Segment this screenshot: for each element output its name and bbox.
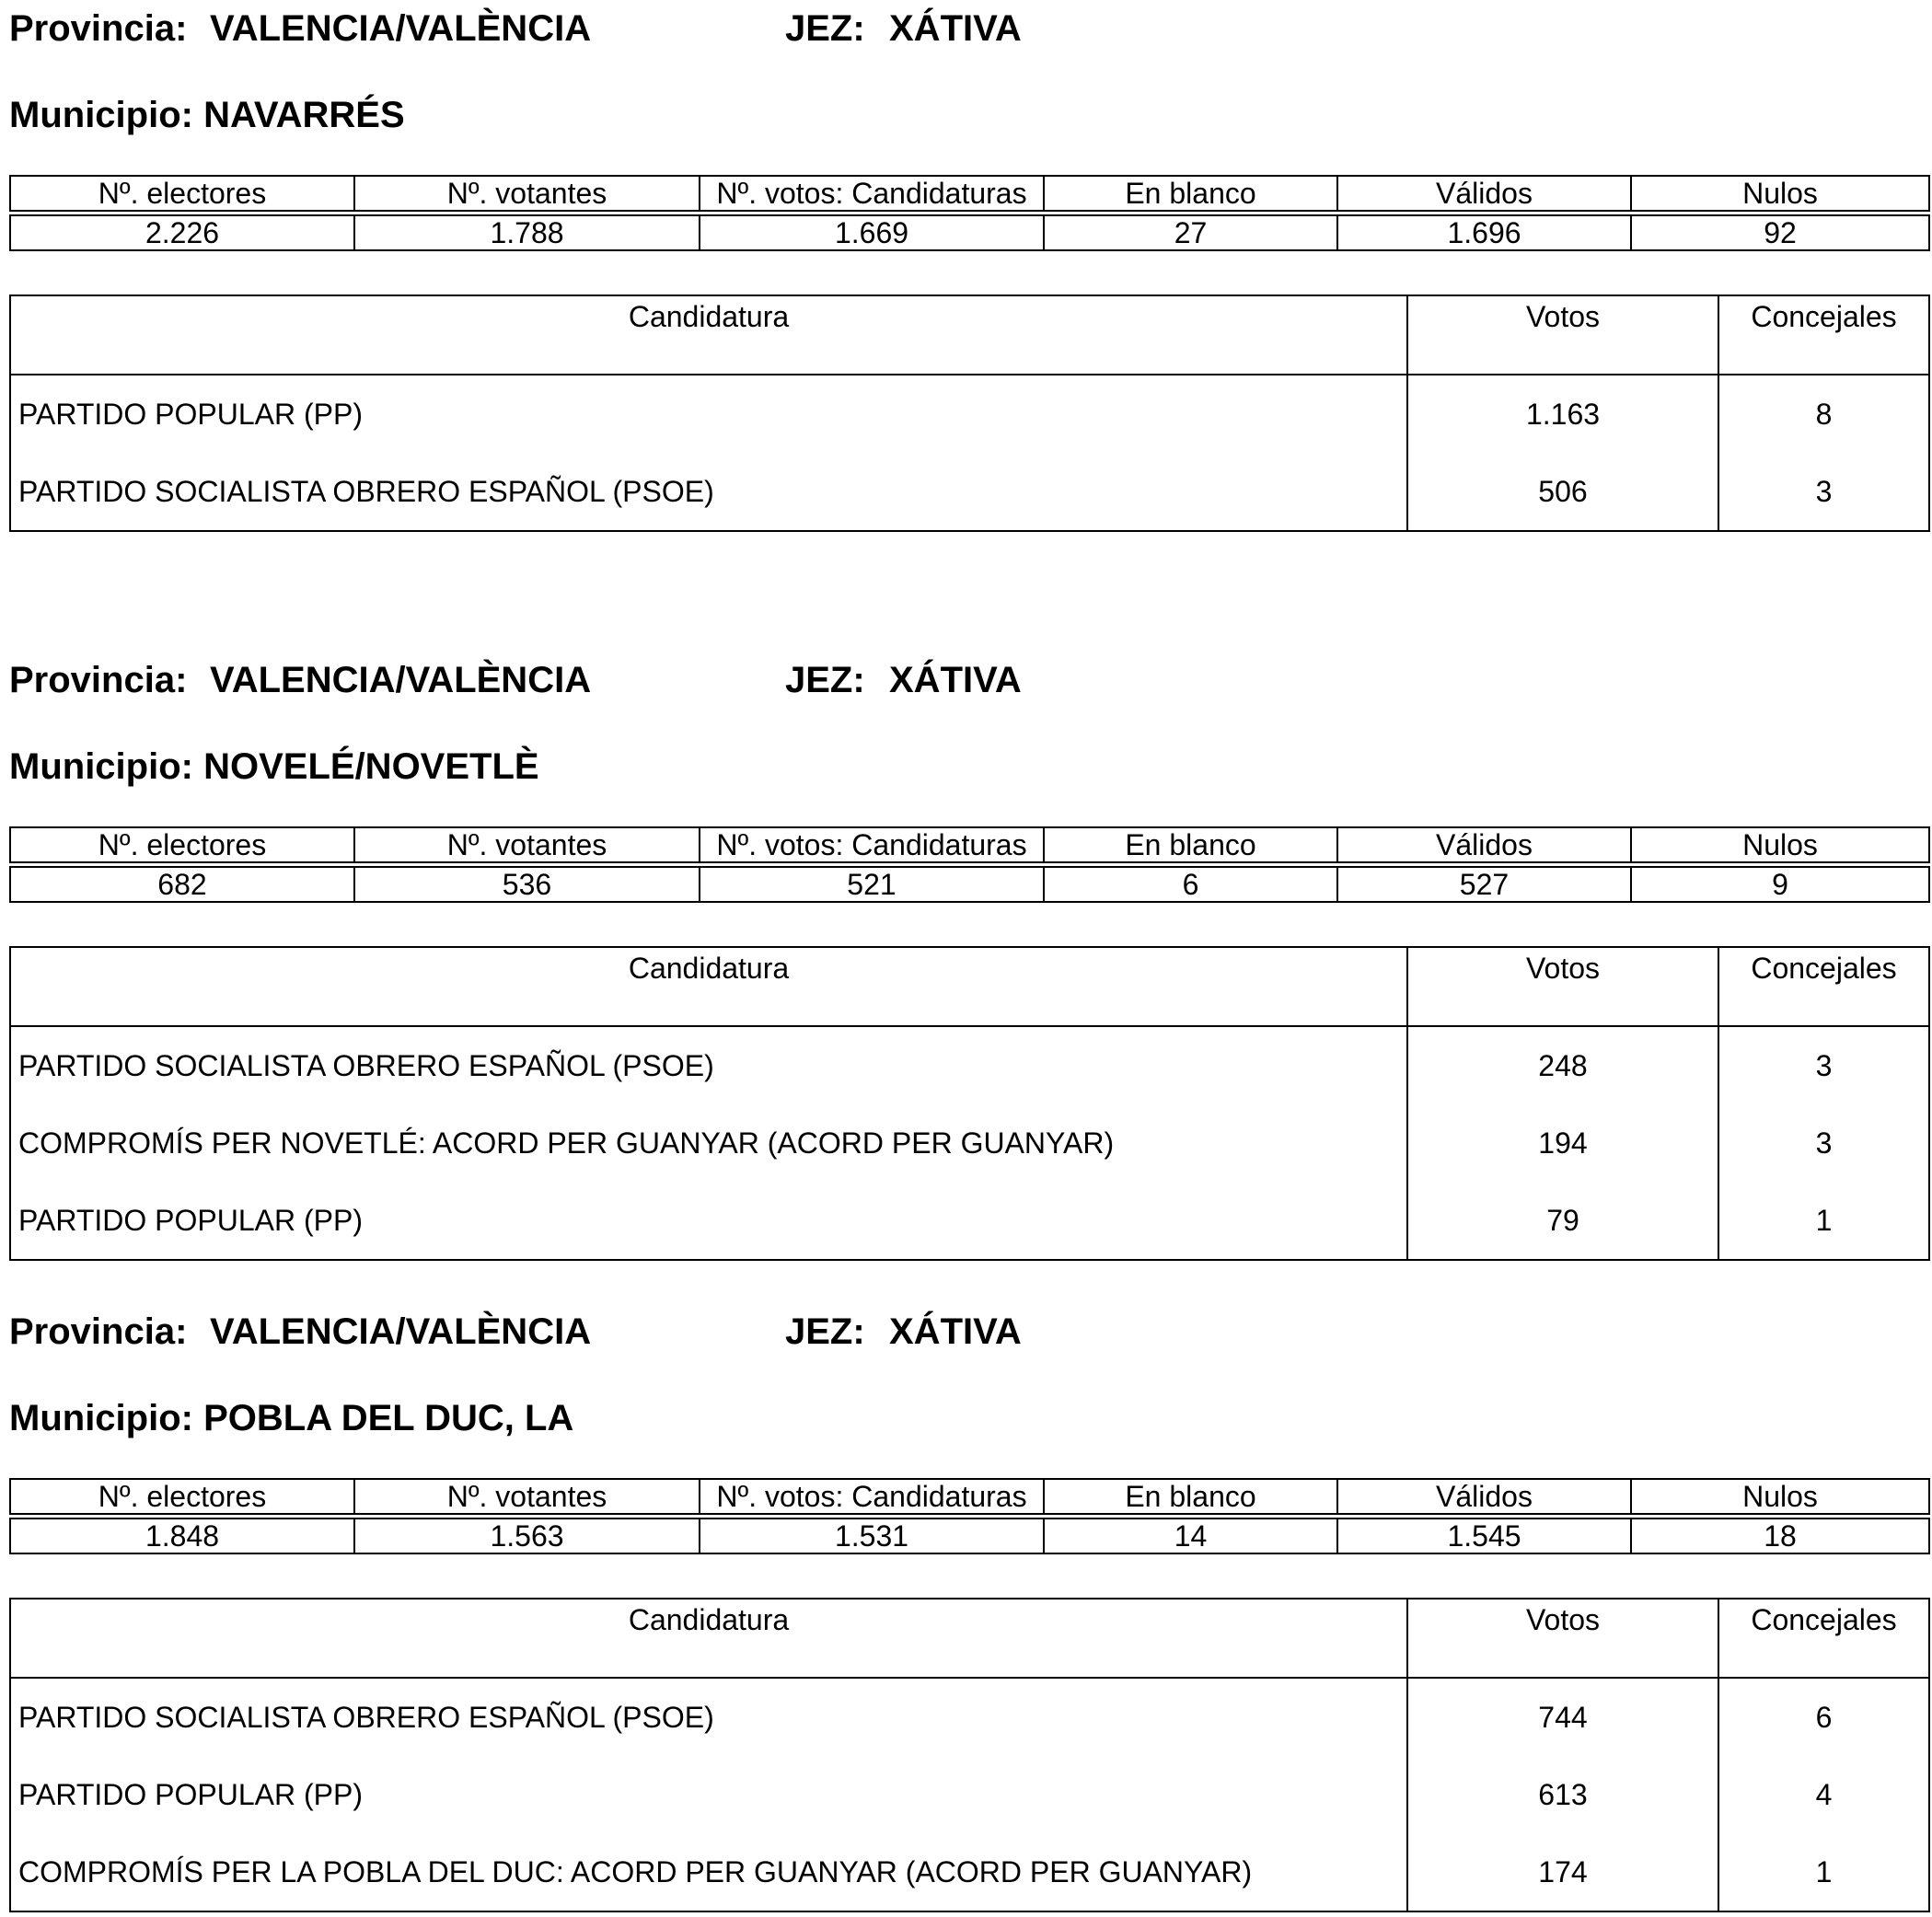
stats-value-row xyxy=(10,1519,1929,1553)
cand-votos: 744 xyxy=(1407,1678,1718,1756)
cand-header-row xyxy=(10,947,1929,1026)
table-row xyxy=(10,1756,1929,1833)
stats-header-cell: Nº. votos: Candidaturas xyxy=(700,827,1044,862)
stats-header-cell: Nº. electores xyxy=(10,176,354,211)
jez-value: XÁTIVA xyxy=(889,8,1022,49)
municipio-line xyxy=(9,745,539,788)
cand-votos: 79 xyxy=(1407,1182,1718,1260)
jez-value: XÁTIVA xyxy=(889,1311,1022,1352)
municipio-value: POBLA DEL DUC, LA xyxy=(203,1398,574,1438)
stats-value-cell: 1.669 xyxy=(700,215,1044,250)
cand-header-cell: Concejales xyxy=(1718,1599,1929,1678)
cand-name: PARTIDO POPULAR (PP) xyxy=(10,1756,1407,1833)
stats-table xyxy=(9,175,1930,212)
cand-concejales: 4 xyxy=(1718,1756,1929,1833)
stats-header-cell: Válidos xyxy=(1337,827,1631,862)
municipio-value: NOVELÉ/NOVETLÈ xyxy=(203,746,539,787)
cand-header-cell: Votos xyxy=(1407,947,1718,1026)
stats-value-cell: 1.788 xyxy=(354,215,700,250)
table-row xyxy=(10,1026,1929,1104)
cand-concejales: 3 xyxy=(1718,1104,1929,1182)
stats-value-cell: 1.545 xyxy=(1337,1519,1631,1553)
stats-value-cell: 14 xyxy=(1044,1519,1337,1553)
stats-value-cell: 92 xyxy=(1631,215,1929,250)
cand-name: PARTIDO POPULAR (PP) xyxy=(10,375,1407,453)
stats-table xyxy=(9,826,1930,863)
stats-value-cell: 536 xyxy=(354,867,700,902)
stats-header-cell: Nulos xyxy=(1631,176,1929,211)
table-row xyxy=(10,1678,1929,1756)
provincia-value: VALENCIA/VALÈNCIA xyxy=(210,660,592,700)
stats-value-cell: 27 xyxy=(1044,215,1337,250)
candidaturas-table xyxy=(9,1598,1930,1912)
table-row xyxy=(10,375,1929,453)
cand-name: COMPROMÍS PER NOVETLÉ: ACORD PER GUANYAR (ACORD PER GUANYAR) xyxy=(10,1104,1407,1182)
stats-header-row xyxy=(10,1479,1929,1514)
provincia-value: VALENCIA/VALÈNCIA xyxy=(210,1311,592,1352)
stats-value-cell: 2.226 xyxy=(10,215,354,250)
stats-value-cell: 682 xyxy=(10,867,354,902)
cand-header-cell: Candidatura xyxy=(10,295,1407,375)
municipio-line xyxy=(9,1397,573,1439)
stats-header-cell: En blanco xyxy=(1044,176,1337,211)
cand-header-cell: Concejales xyxy=(1718,947,1929,1026)
municipio-line xyxy=(9,94,405,136)
table-row xyxy=(10,453,1929,531)
stats-header-row xyxy=(10,176,1929,211)
jez-label: JEZ: xyxy=(785,8,865,49)
stats-values-table xyxy=(9,1518,1930,1554)
stats-value-cell: 521 xyxy=(700,867,1044,902)
stats-header-row xyxy=(10,827,1929,862)
stats-header-cell: Nº. votantes xyxy=(354,176,700,211)
stats-value-row xyxy=(10,215,1929,250)
cand-name: COMPROMÍS PER LA POBLA DEL DUC: ACORD PER GUANYAR (ACORD PER GUANYAR) xyxy=(10,1833,1407,1911)
municipio-label: Municipio: xyxy=(9,95,193,135)
stats-value-cell: 6 xyxy=(1044,867,1337,902)
table-row xyxy=(10,1833,1929,1911)
stats-header-cell: En blanco xyxy=(1044,1479,1337,1514)
cand-votos: 248 xyxy=(1407,1026,1718,1104)
stats-value-cell: 9 xyxy=(1631,867,1929,902)
stats-header-cell: En blanco xyxy=(1044,827,1337,862)
stats-header-cell: Válidos xyxy=(1337,176,1631,211)
candidaturas-table xyxy=(9,946,1930,1261)
stats-value-cell: 1.848 xyxy=(10,1519,354,1553)
cand-name: PARTIDO SOCIALISTA OBRERO ESPAÑOL (PSOE) xyxy=(10,1678,1407,1756)
table-row xyxy=(10,1182,1929,1260)
cand-votos: 194 xyxy=(1407,1104,1718,1182)
provincia-label: Provincia: xyxy=(9,1311,188,1352)
stats-header-cell: Nº. votantes xyxy=(354,827,700,862)
stats-header-cell: Nº. votos: Candidaturas xyxy=(700,1479,1044,1514)
stats-header-cell: Nº. electores xyxy=(10,1479,354,1514)
stats-table xyxy=(9,1478,1930,1515)
candidaturas-table xyxy=(9,294,1930,532)
municipio-value: NAVARRÉS xyxy=(203,95,405,135)
cand-concejales: 8 xyxy=(1718,375,1929,453)
stats-header-cell: Nulos xyxy=(1631,827,1929,862)
cand-header-row xyxy=(10,1599,1929,1678)
stats-value-cell: 1.696 xyxy=(1337,215,1631,250)
stats-header-cell: Nº. votantes xyxy=(354,1479,700,1514)
cand-header-cell: Votos xyxy=(1407,295,1718,375)
cand-votos: 1.163 xyxy=(1407,375,1718,453)
cand-votos: 613 xyxy=(1407,1756,1718,1833)
stats-value-cell: 18 xyxy=(1631,1519,1929,1553)
stats-values-table xyxy=(9,214,1930,251)
cand-name: PARTIDO SOCIALISTA OBRERO ESPAÑOL (PSOE) xyxy=(10,453,1407,531)
stats-header-cell: Nulos xyxy=(1631,1479,1929,1514)
municipio-label: Municipio: xyxy=(9,1398,193,1438)
cand-name: PARTIDO POPULAR (PP) xyxy=(10,1182,1407,1260)
cand-header-row xyxy=(10,295,1929,375)
cand-name: PARTIDO SOCIALISTA OBRERO ESPAÑOL (PSOE) xyxy=(10,1026,1407,1104)
cand-concejales: 6 xyxy=(1718,1678,1929,1756)
municipio-label: Municipio: xyxy=(9,746,193,787)
provincia-label: Provincia: xyxy=(9,660,188,700)
stats-header-cell: Nº. electores xyxy=(10,827,354,862)
jez-value: XÁTIVA xyxy=(889,660,1022,700)
cand-concejales: 1 xyxy=(1718,1833,1929,1911)
cand-concejales: 3 xyxy=(1718,453,1929,531)
cand-votos: 506 xyxy=(1407,453,1718,531)
cand-concejales: 3 xyxy=(1718,1026,1929,1104)
cand-votos: 174 xyxy=(1407,1833,1718,1911)
cand-header-cell: Candidatura xyxy=(10,947,1407,1026)
cand-header-cell: Votos xyxy=(1407,1599,1718,1678)
stats-value-cell: 1.563 xyxy=(354,1519,700,1553)
jez-label: JEZ: xyxy=(785,660,865,700)
stats-header-cell: Nº. votos: Candidaturas xyxy=(700,176,1044,211)
stats-value-cell: 1.531 xyxy=(700,1519,1044,1553)
table-row xyxy=(10,1104,1929,1182)
cand-header-cell: Concejales xyxy=(1718,295,1929,375)
stats-header-cell: Válidos xyxy=(1337,1479,1631,1514)
cand-header-cell: Candidatura xyxy=(10,1599,1407,1678)
stats-value-cell: 527 xyxy=(1337,867,1631,902)
stats-values-table xyxy=(9,866,1930,903)
jez-label: JEZ: xyxy=(785,1311,865,1352)
provincia-label: Provincia: xyxy=(9,8,188,49)
stats-value-row xyxy=(10,867,1929,902)
provincia-value: VALENCIA/VALÈNCIA xyxy=(210,8,592,49)
cand-concejales: 1 xyxy=(1718,1182,1929,1260)
